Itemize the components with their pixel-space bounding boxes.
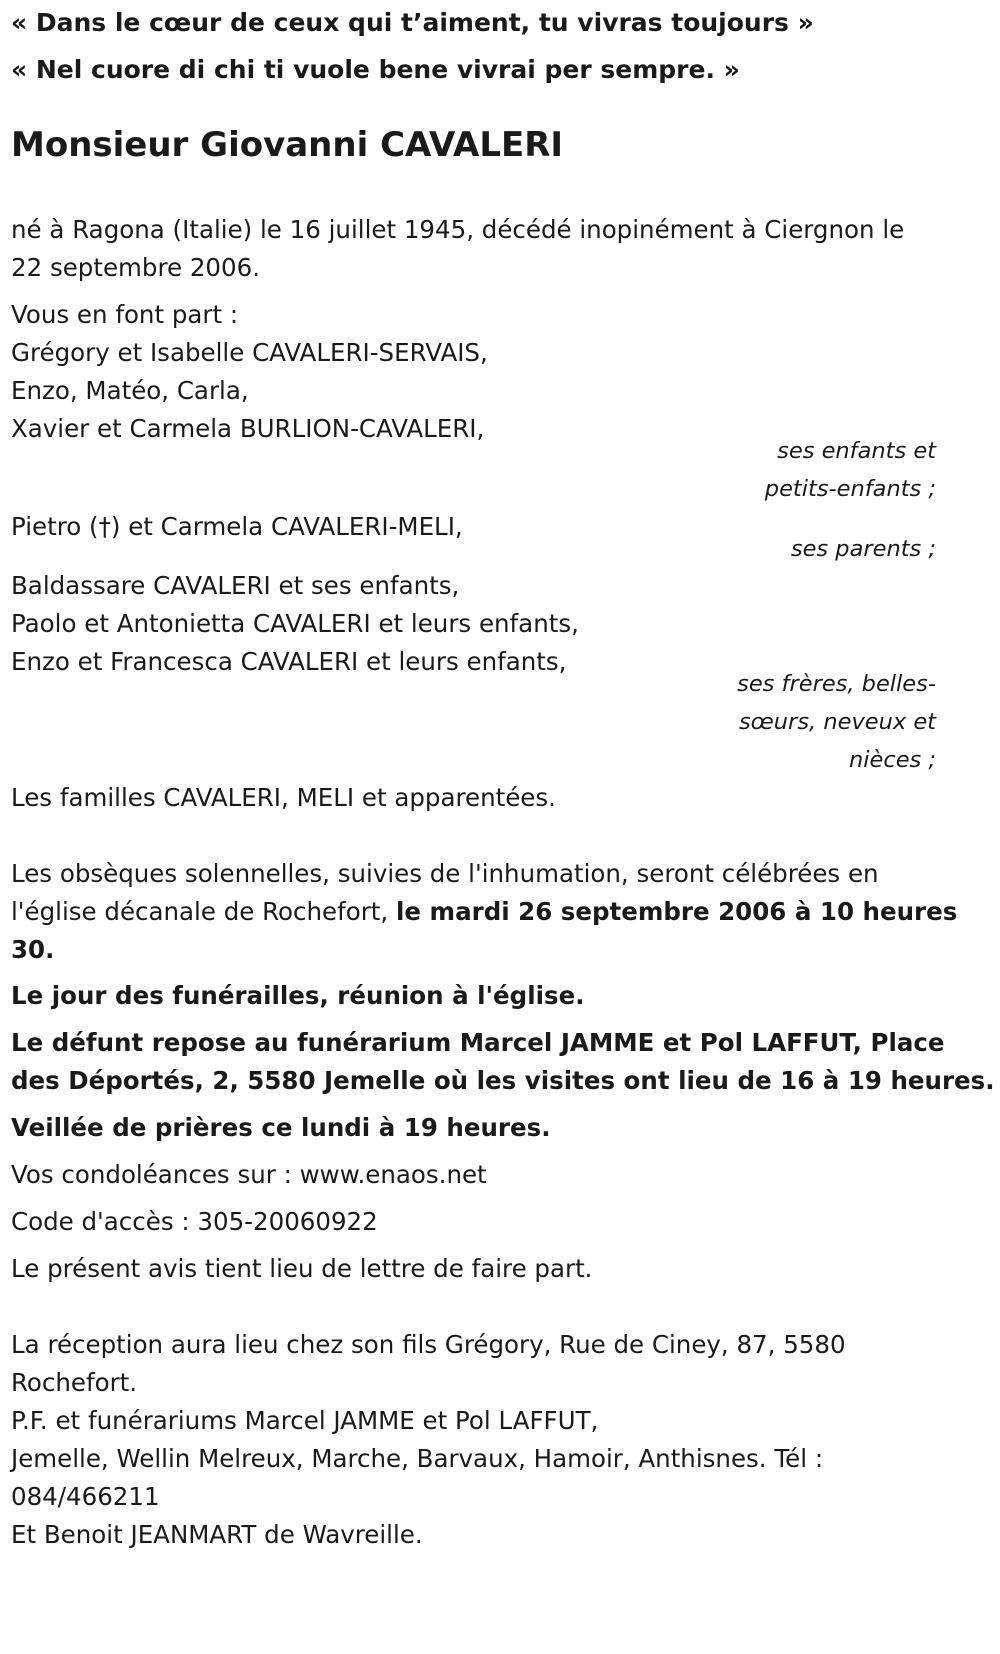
access-code-line: Code d'accès : 305-20060922 — [11, 1207, 378, 1236]
pf-line-4: Et Benoit JEANMART de Wavreille. — [11, 1520, 423, 1549]
siblings-role-1: ses frères, belles- — [737, 671, 936, 697]
parents-role: ses parents ; — [790, 536, 936, 562]
deceased-name: Monsieur Giovanni CAVALERI — [11, 125, 564, 165]
sibling-line: Baldassare CAVALERI et ses enfants, — [11, 571, 460, 600]
reception-line-2: Rochefort. — [11, 1368, 138, 1397]
funeral-date: le mardi 26 septembre 2006 à 10 heures — [396, 897, 958, 926]
funeral-line-1: Les obsèques solennelles, suivies de l'inhumation, seront célébrées en — [11, 859, 879, 888]
children-role-1: ses enfants et — [777, 438, 936, 464]
birth-death-line-2: 22 septembre 2006. — [11, 253, 260, 282]
siblings-role-2: sœurs, neveux et — [738, 709, 936, 735]
funeral-place: l'église décanale de Rochefort, — [11, 897, 396, 926]
child-line: Enzo, Matéo, Carla, — [11, 376, 249, 405]
sibling-line: Paolo et Antonietta CAVALERI et leurs enfants, — [11, 609, 579, 638]
rest-line-2: des Déportés, 2, 5580 Jemelle où les visites ont lieu de 16 à 19 heures. — [11, 1066, 995, 1095]
parents-line: Pietro (†) et Carmela CAVALERI-MELI, — [11, 512, 463, 541]
children-role-2: petits-enfants ; — [764, 476, 936, 502]
quote-italian: « Nel cuore di chi ti vuole bene vivrai per sempre. » — [11, 55, 740, 84]
child-line: Grégory et Isabelle CAVALERI-SERVAIS, — [11, 338, 488, 367]
sibling-line: Enzo et Francesca CAVALERI et leurs enfants, — [11, 647, 567, 676]
notice-line: Le présent avis tient lieu de lettre de faire part. — [11, 1254, 593, 1283]
intro-line: Vous en font part : — [11, 300, 239, 329]
siblings-role-3: nièces ; — [848, 747, 936, 773]
pf-line-3: 084/466211 — [11, 1482, 160, 1511]
gathering-line: Le jour des funérailles, réunion à l'église. — [11, 981, 585, 1010]
birth-death-line-1: né à Ragona (Italie) le 16 juillet 1945, décédé inopinément à Ciergnon le — [11, 215, 905, 244]
condolences-line: Vos condoléances sur : www.enaos.net — [11, 1160, 487, 1189]
reception-line-1: La réception aura lieu chez son fils Grégory, Rue de Ciney, 87, 5580 — [11, 1330, 846, 1359]
pf-line-2: Jemelle, Wellin Melreux, Marche, Barvaux, Hamoir, Anthisnes. Tél : — [11, 1444, 824, 1473]
rest-line-1: Le défunt repose au funérarium Marcel JAMME et Pol LAFFUT, Place — [11, 1028, 945, 1057]
funeral-line-2 — [11, 892, 957, 932]
vigil-line: Veillée de prières ce lundi à 19 heures. — [11, 1113, 551, 1142]
child-line: Xavier et Carmela BURLION-CAVALERI, — [11, 414, 485, 443]
quote-french: « Dans le cœur de ceux qui t’aiment, tu vivras toujours » — [11, 8, 814, 37]
families-line: Les familles CAVALERI, MELI et apparentées. — [11, 783, 556, 812]
pf-line-1: P.F. et funérariums Marcel JAMME et Pol LAFFUT, — [11, 1406, 599, 1435]
funeral-line-3: 30. — [11, 935, 55, 964]
